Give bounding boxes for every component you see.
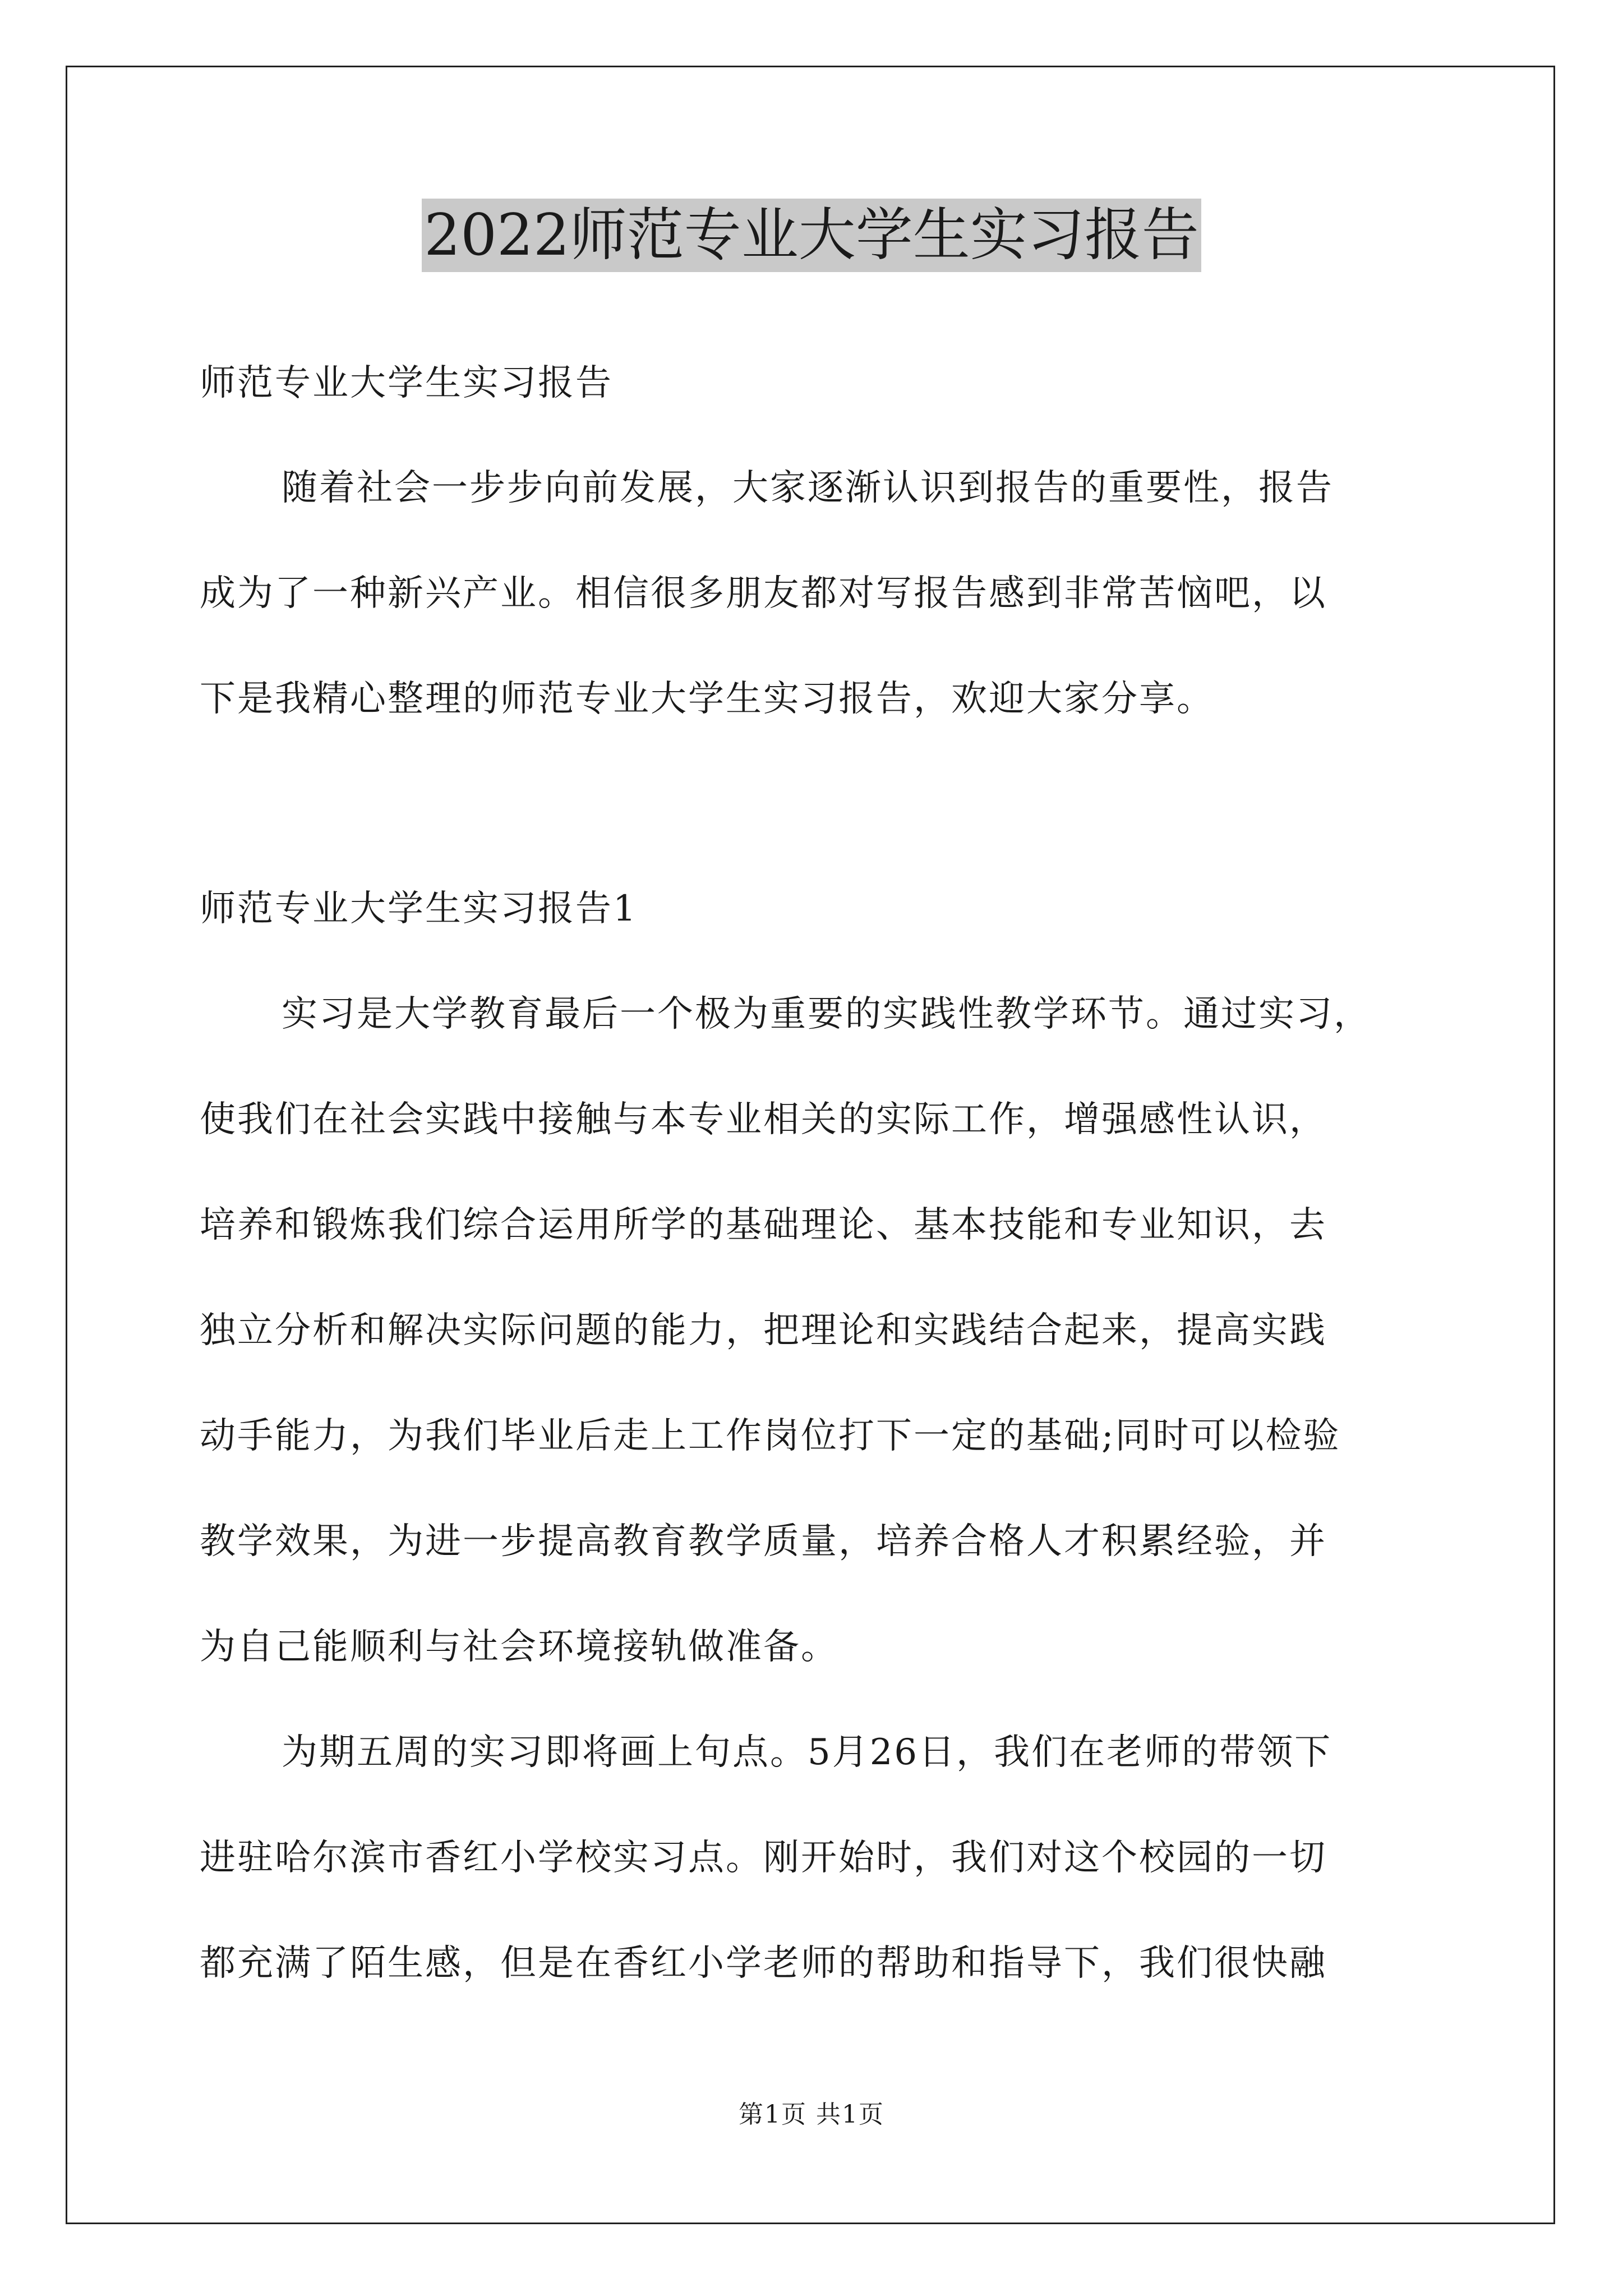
document-subtitle: 师范专业大学生实习报告	[200, 362, 613, 404]
intro-line: 下是我精心整理的师范专业大学生实习报告，欢迎大家分享。	[200, 678, 1214, 720]
paragraph-line: 独立分析和解决实际问题的能力，把理论和实践结合起来，提高实践	[200, 1310, 1327, 1351]
document-title: 2022师范专业大学生实习报告	[0, 196, 1623, 275]
paragraph-line: 为期五周的实习即将画上句点。5月26日，我们在老师的带领下	[282, 1732, 1332, 1773]
paragraph-line: 培养和锻炼我们综合运用所学的基础理论、基本技能和专业知识，去	[200, 1204, 1327, 1246]
paragraph-line: 教学效果，为进一步提高教育教学质量，培养合格人才积累经验，并	[200, 1521, 1327, 1562]
paragraph-line: 动手能力，为我们毕业后走上工作岗位打下一定的基础;同时可以检验	[200, 1415, 1341, 1457]
paragraph-line: 为自己能顺利与社会环境接轨做准备。	[200, 1626, 838, 1668]
page-number: 第1页 共1页	[739, 2100, 884, 2129]
section-heading: 师范专业大学生实习报告1	[200, 888, 638, 930]
paragraph-line: 实习是大学教育最后一个极为重要的实践性教学环节。通过实习，	[282, 993, 1371, 1035]
paragraph-line: 进驻哈尔滨市香红小学校实习点。刚开始时，我们对这个校园的一切	[200, 1837, 1327, 1879]
intro-line: 随着社会一步步向前发展，大家逐渐认识到报告的重要性，报告	[282, 467, 1334, 509]
paragraph-line: 都充满了陌生感，但是在香红小学老师的帮助和指导下，我们很快融	[200, 1943, 1327, 1984]
intro-line: 成为了一种新兴产业。相信很多朋友都对写报告感到非常苦恼吧，以	[200, 573, 1327, 614]
paragraph-line: 使我们在社会实践中接触与本专业相关的实际工作，增强感性认识，	[200, 1099, 1327, 1140]
